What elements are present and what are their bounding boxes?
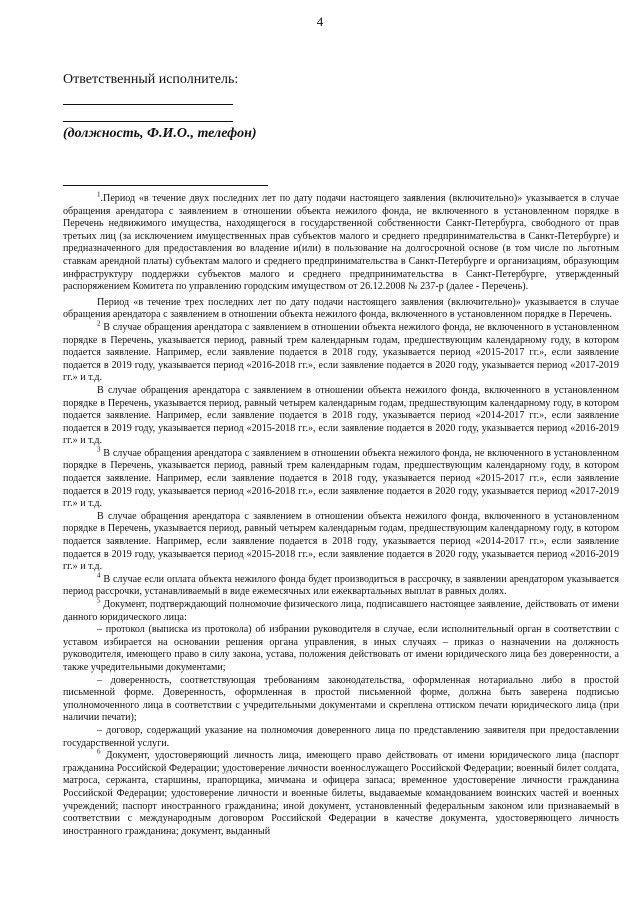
executor-caption: (должность, Ф.И.О., телефон) [63, 126, 257, 141]
footnote-mark: 5 [97, 596, 101, 605]
footnote-1-cont [63, 297, 619, 322]
footnote-mark: 6 [97, 747, 101, 756]
footnote-mark: 1 [97, 190, 101, 199]
footnote-2 [63, 319, 619, 385]
footnote-5-item [63, 624, 619, 674]
footnote-3 [63, 445, 619, 511]
footnote-text: В случае если оплата объекта нежилого фонда будет производиться в рассрочку, в заявлении арендатором указывается период рассрочки, устанавливаемый в виде ежемесячных или ежеквартальных выплат в равных долях. [63, 573, 619, 598]
footnote-6 [63, 747, 619, 838]
footnote-2-cont [63, 385, 619, 448]
footnote-mark: 4 [97, 571, 101, 580]
signature-line [63, 104, 233, 105]
footnote-text: В случае обращения арендатора с заявлением в отношении объекта нежилого фонда, включенного в установленном порядке в Перечень, указывается период, равный четырем календарным годам, предшествующим календарному году, в котором подается заявление. Например, если заявление подается в 2018 году, указывается период «2014-2017 гг.», если заявление подается в 2019 году, указывается период «2015-2018 гг.», если заявление подается в 2020 году, указывается период «2016-2019 гг.» и т.д. [63, 384, 619, 447]
footnote-text: В случае обращения арендатора с заявлением в отношении объекта нежилого фонда, включенного в установленном порядке в Перечень, указывается период, равный четырем календарным годам, предшествующим календарному году, в котором подается заявление. Например, если заявление подается в 2018 году, указывается период «2014-2017 гг.», если заявление подается в 2019 году, указывается период «2015-2018 гг.», если заявление подается в 2020 году, указывается период «2016-2019 гг.» и т.д. [63, 510, 619, 573]
footnote-mark: 2 [97, 319, 101, 328]
footnote-5-item [63, 725, 619, 750]
signature-line [63, 121, 233, 122]
footnote-text: В случае обращения арендатора с заявлением в отношении объекта нежилого фонда, не включенного в установленном порядке в Перечень, указывается период, равный трем календарным годам, предшествующим календарному году, в котором подается заявление. Например, если заявление подается в 2018 году, указывается период «2015-2017 гг.», если заявление подается в 2019 году, указывается период «2016-2018 гг.», если заявление подается в 2020 году, указывается период «2017-2019 гг.» и т.д. [63, 447, 619, 510]
footnote-text: – доверенность, соответствующая требованиям законодательства, оформленная нотариально либо в простой письменной форме. Доверенность, оформленная в простой письменной форме, должна быть заверена подписью уполномоченного лица в соответствии с учредительными документами и скреплена оттиском печати юридического лица (при наличии печати); [63, 674, 619, 724]
footnote-separator [63, 185, 268, 186]
footnote-text: – протокол (выписка из протокола) об избрании руководителя в случае, если исполнительный орган в соответствии с уставом избирается на основании решения органа управления, в иных случаях – приказ о назначении на должность руководителя, имеющего право в силу закона, устава, положения действовать от имени юридического лица без доверенности, а также учредительными документами; [63, 624, 619, 673]
footnote-5 [63, 596, 619, 624]
footnote-text: Период «в течение трех последних лет по дату подачи настоящего заявления (включительно)» указывается в случае обращения арендатора с заявлением в отношении объекта нежилого фонда, включенного в установленном порядке в Перечень. [63, 296, 619, 321]
footnote-text: Документ, подтверждающий полномочие физического лица, подписавшего настоящее заявление, действовать от имени данного юридического лица: [63, 599, 619, 623]
footnote-mark: 3 [97, 445, 101, 454]
executor-title: Ответственный исполнитель: [63, 72, 239, 87]
footnote-5-item [63, 675, 619, 725]
footnote-1 [63, 190, 619, 294]
footnotes [63, 190, 619, 838]
footnote-text: .Период «в течение двух последних лет по дату подачи настоящего заявления (включительно)» указывается в случае обращения арендатора с заявлением в отношении объекта нежилого фонда, не включенного в установленном порядке в Перечень недвижимого имущества, находящегося в государственной собственности Санкт-Петербурга, свободного от прав третьих лиц (за исключением имущественных прав субъектов малого и среднего предпринимательства в Санкт-Петербурге) и предназначенного для предоставления во владение и(или) в пользование на долгосрочной основе (в том числе по льготным ставкам арендной платы) субъектам малого и среднего предпринимательства в Санкт-Петербурге и организациям, образующим инфраструктуру поддержки субъектов малого и среднего предпринимательства в Санкт-Петербурге, утвержденный распоряжением Комитета по управлению городским имуществом от 26.12.2008 № 237-р (далее - Перечень). [63, 193, 619, 293]
page-number: 4 [316, 14, 324, 29]
footnote-text: В случае обращения арендатора с заявлением в отношении объекта нежилого фонда, не включенного в установленном порядке в Перечень, указывается период, равный трем календарным годам, предшествующим календарному году, в котором подается заявление. Например, если заявление подается в 2018 году, указывается период «2015-2017 гг.», если заявление подается в 2019 году, указывается период «2016-2018 гг.», если заявление подается в 2020 году, указывается период «2017-2019 гг.» и т.д. [63, 321, 619, 384]
footnote-4 [63, 571, 619, 599]
footnote-text: Документ, удостоверяющий личность лица, имеющего право действовать от имени юридического лица (паспорт гражданина Российской Федерации; удостоверение личности военнослужащего Российской Федерации; военный билет солдата, матроса, сержанта, старшины, прапорщика, мичмана и офицера запаса; временное удостоверение личности гражданина Российской Федерации; удостоверение личности и военные билеты, выдаваемые командованием воинских частей и военных учреждений; паспорт иностранного гражданина; иной документ, установленный федеральным законом или признаваемый в соответствии с международным договором Российской Федерации в качестве документа, удостоверяющего личность иностранного гражданина; документ, выданный [63, 750, 619, 837]
footnote-3-cont [63, 511, 619, 574]
footnote-text: – договор, содержащий указание на полномочия доверенного лица по представлению заявителя при предоставлении государственной услуги. [63, 724, 619, 749]
